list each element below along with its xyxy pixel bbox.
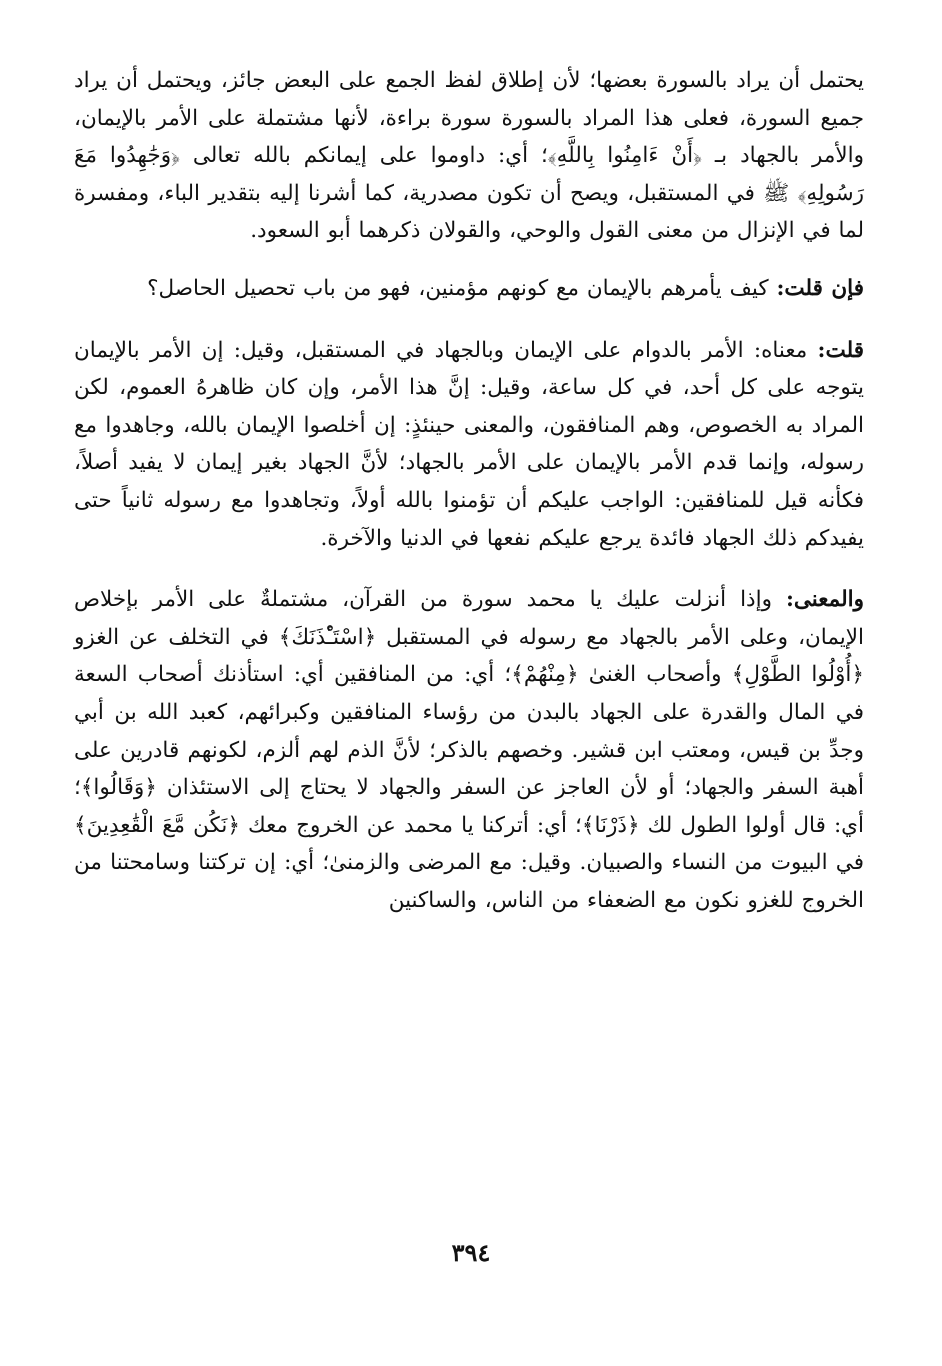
- paragraph-3-lead: قلت:: [817, 337, 864, 363]
- page-body: [74, 62, 864, 919]
- paragraph-4-lead: والمعنى:: [785, 587, 864, 613]
- paragraph-2: [74, 270, 864, 308]
- paragraph-1: [74, 62, 864, 250]
- page-number: ٣٩٤: [451, 1238, 491, 1267]
- paragraph-2-text: كيف يأمرهم بالإيمان مع كونهم مؤمنين، فهو من باب تحصيل الحاصل؟: [147, 275, 769, 301]
- paragraph-1-text: يحتمل أن يراد بالسورة بعضها؛ لأن إطلاق لفظ الجمع على البعض جائز، ويحتمل أن يراد جميع السورة، فعلى هذا المراد بالسورة سورة براءة، لأنها مشتملة على الأمر بالإيمان، والأمر بالجهاد بـ ﴿أَنْ ءَامِنُوا بِاللَّهِ﴾؛ أي: داوموا على إيمانكم بالله تعالى ﴿وَجَٰهِدُوا مَعَ رَسُولِهِ﴾ ﷺ في المستقبل، ويصح أن تكون مصدرية، كما أشرنا إليه بتقدير الباء، ومفسرة لما في الإنزال من معنى القول والوحي، والقولان ذكرهما أبو السعود.: [74, 68, 865, 244]
- paragraph-3: [74, 332, 864, 558]
- paragraph-4-text: وإذا أنزلت عليك يا محمد سورة من القرآن، مشتملةٌ على الأمر بإخلاص الإيمان، وعلى الأمر بالجهاد مع رسوله في المستقبل ﴿اسْتَـْٔذَنَكَ﴾ في التخلف عن الغزو ﴿أُوْلُوا الطَّوْلِ﴾ وأصحاب الغنىٰ ﴿مِنْهُمْ﴾؛ أي: من المنافقين أي: استأذنك أصحاب السعة في المال والقدرة على الجهاد بالبدن من رؤساء المنافقين وكبرائهم، كعبد الله بن أبي وجدِّ بن قيس، ومعتب ابن قشير. وخصهم بالذكر؛ لأنَّ الذم لهم ألزم، لكونهم قادرين على أهبة السفر والجهاد؛ أو لأن العاجز عن السفر والجهاد لا يحتاج إلى الاستئذان ﴿وَقَالُوا﴾؛ أي: قال أولوا الطول لك ﴿ذَرْنَا﴾؛ أي: أتركنا يا محمد عن الخروج معك ﴿نَكُن مَّعَ الْقَٰعِدِينَ﴾ في البيوت من النساء والصبيان. وقيل: مع المرضى والزمنىٰ؛ أي: إن تركتنا وسامحتنا من الخروج للغزو نكون مع الضعفاء من الناس، والساكنين: [74, 587, 864, 913]
- paragraph-4: [74, 581, 864, 919]
- paragraph-2-lead: فإن قلت:: [776, 275, 864, 301]
- paragraph-3-text: معناه: الأمر بالدوام على الإيمان وبالجهاد في المستقبل، وقيل: إن الأمر بالإيمان يتوجه على كل أحد، في كل ساعة، وقيل: إنَّ هذا الأمر، وإن كان ظاهرهُ العموم، لكن المراد به الخصوص، وهم المنافقون، والمعنى حينئذٍ: إن أخلصوا الإيمان بالله، وجاهدوا مع رسوله، وإنما قدم الأمر بالإيمان على الأمر بالجهاد؛ لأنَّ الجهاد بغير إيمان لا يفيد أصلاً، فكأنه قيل للمنافقين: الواجب عليكم أن تؤمنوا بالله أولاً، وتجاهدوا مع رسوله ثانياً حتى يفيدكم ذلك الجهاد فائدة يرجع عليكم نفعها في الدنيا والآخرة.: [74, 337, 864, 551]
